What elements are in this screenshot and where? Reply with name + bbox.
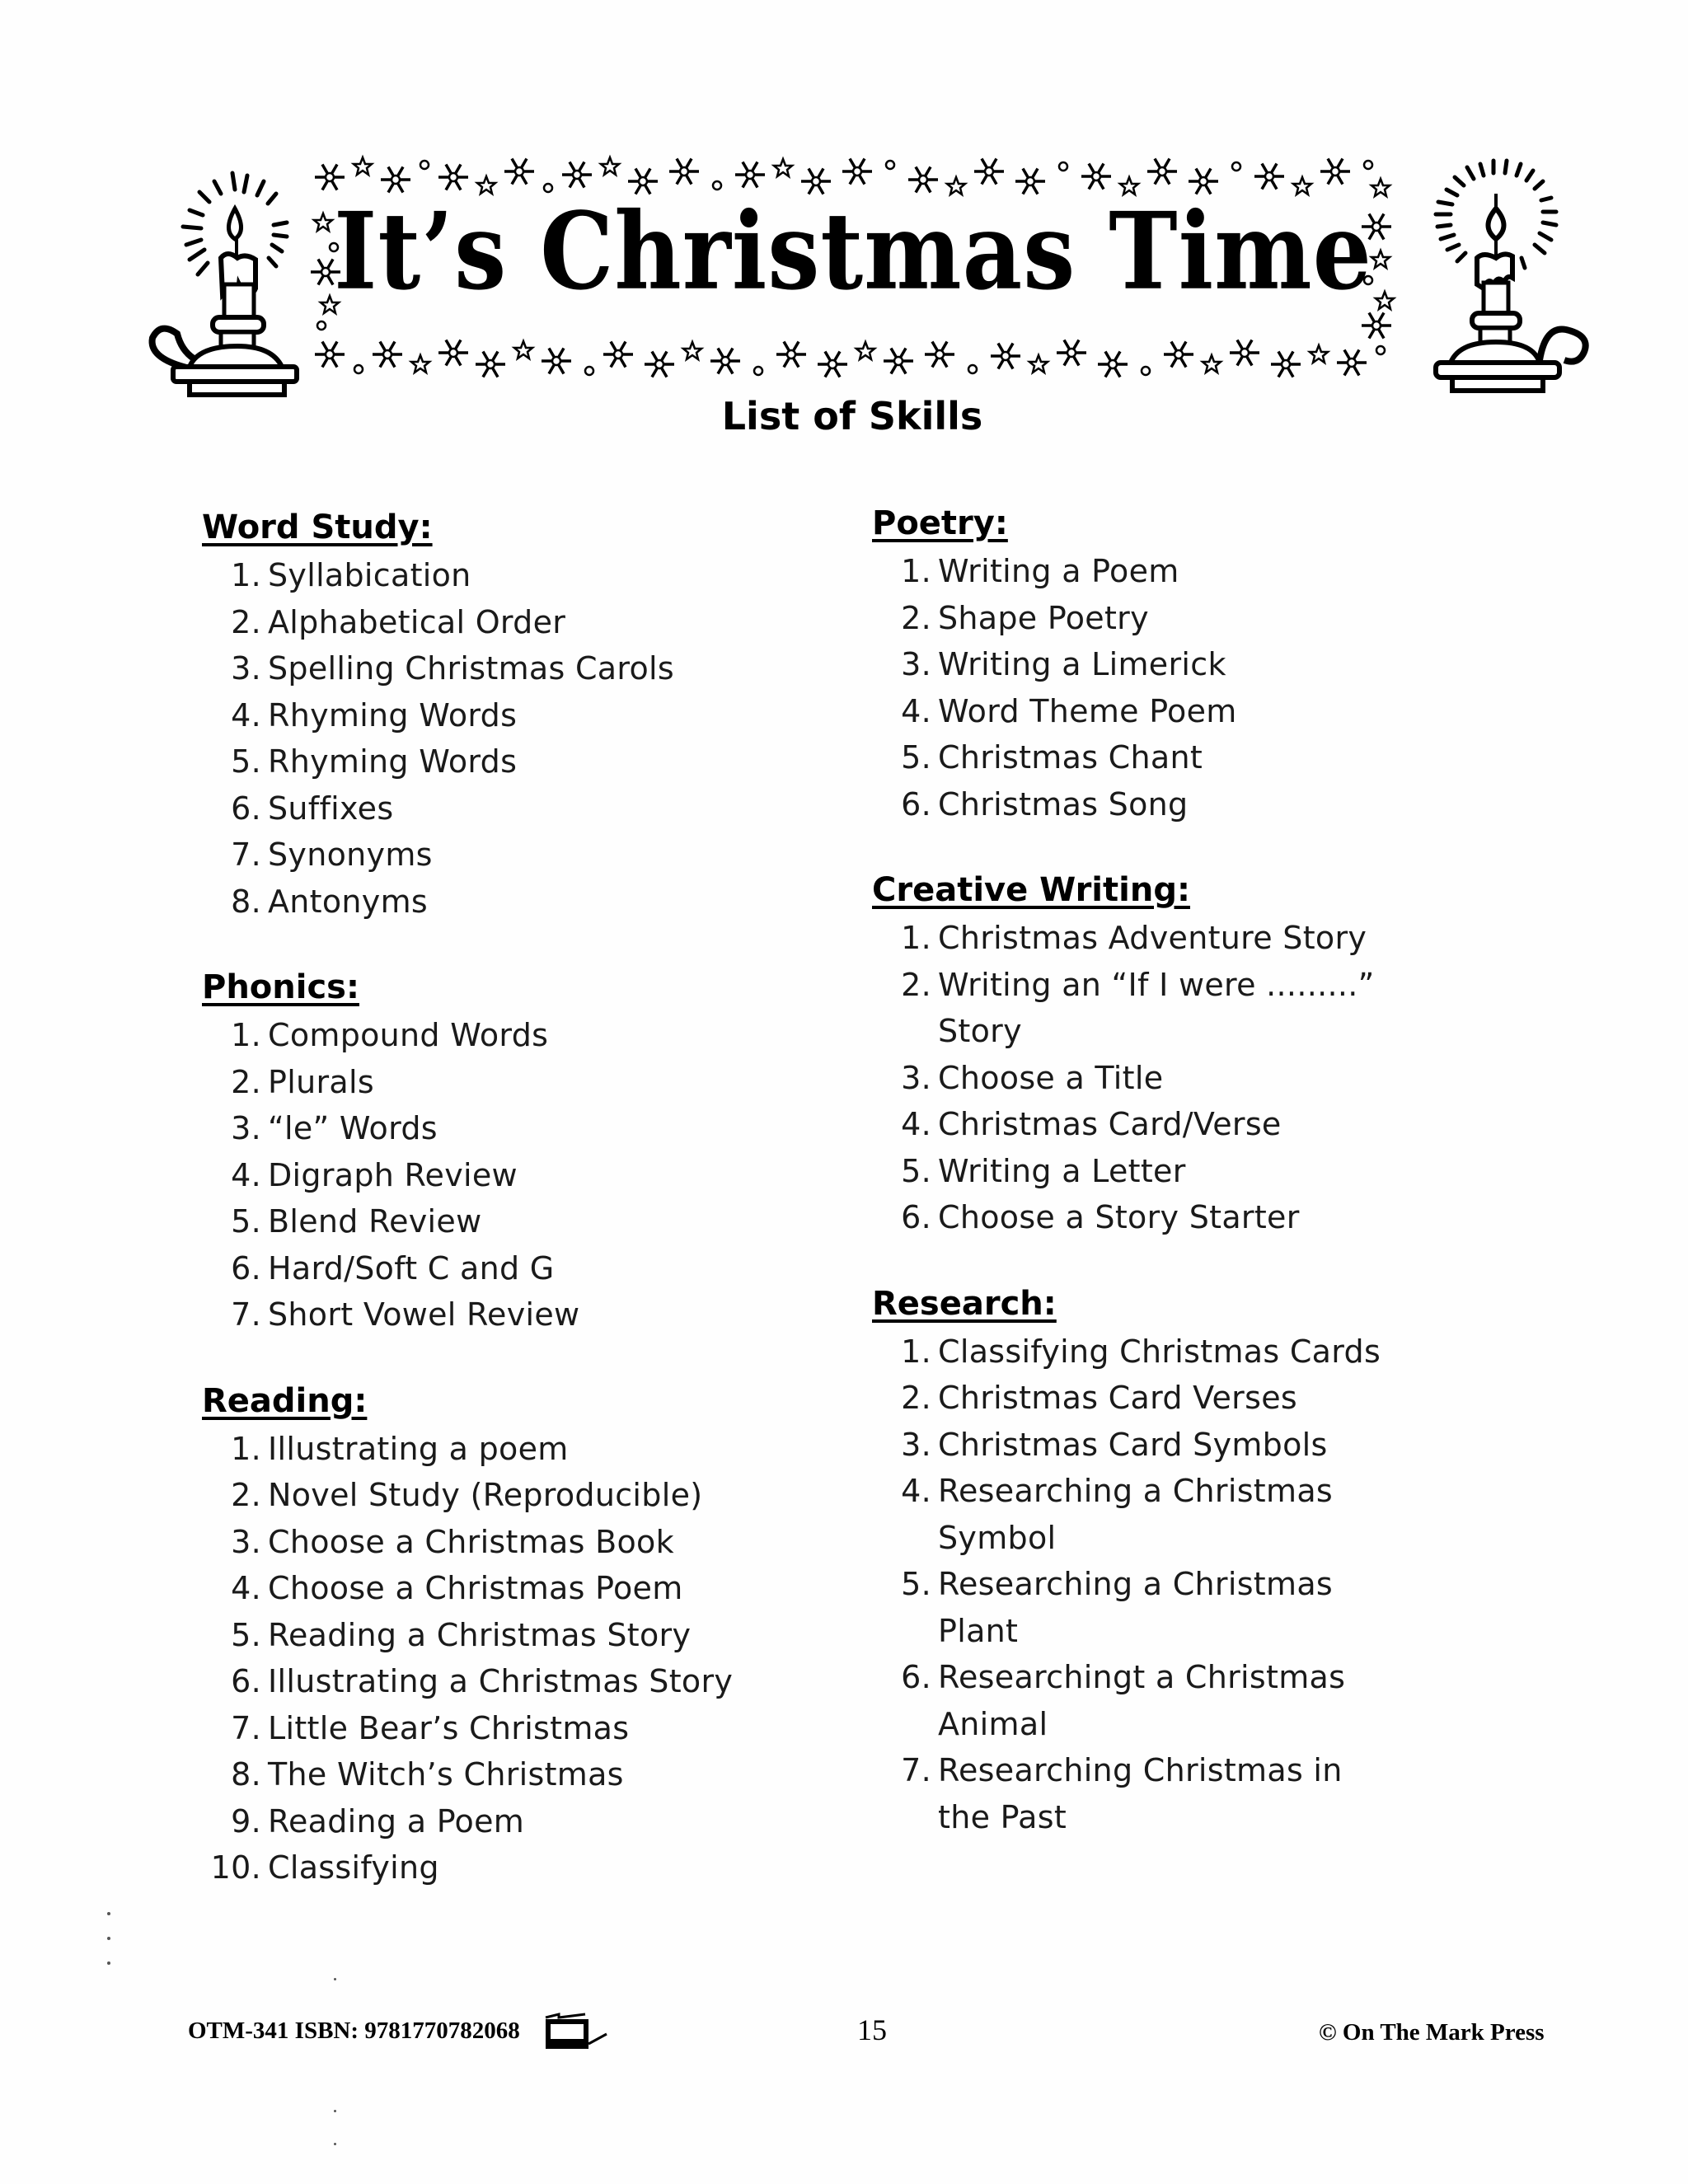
list-item: 2. Novel Study (Reproducible) [231,1477,703,1513]
list-item: 2. Christmas Card Verses [901,1380,1297,1416]
skills-column-right [872,499,1449,1878]
section-phonics [202,963,779,1338]
skill-list [872,1329,1449,1841]
page-footer [0,2013,1688,2059]
photocopier-icon [544,2013,618,2052]
list-item: 4. Digraph Review [231,1156,518,1193]
list-item: 3. Writing a Limerick [901,646,1226,682]
candle-icon [124,152,330,400]
list-item: 1. Classifying Christmas Cards [901,1333,1381,1370]
list-item: 2. Shape Poetry [901,599,1149,636]
list-item: 7. Little Bear’s Christmas [231,1709,630,1746]
section-creative-writing [872,865,1449,1241]
skill-list [872,915,1449,1241]
list-item: 4. Word Theme Poem [901,692,1237,729]
list-item: 1. Illustrating a poem [231,1430,569,1467]
list-item: 5. Rhyming Words [231,743,518,780]
list-item: 5. Christmas Chant [901,739,1203,776]
scan-speck [107,1937,110,1940]
list-item: 6. Choose a Story Starter [901,1199,1300,1235]
list-item: 8. The Witch’s Christmas [231,1756,624,1793]
section-heading: Phonics: [202,968,359,1006]
section-poetry [872,499,1449,827]
page-number: 15 [857,2013,887,2046]
list-item: 8. Antonyms [231,883,429,920]
list-item: 3. Christmas Card Symbols [901,1426,1328,1463]
skill-list [872,548,1449,827]
title-banner [305,148,1401,383]
list-item: 3. Spelling Christmas Carols [231,650,674,687]
list-item: 1. Writing a Poem [901,553,1179,589]
list-item: 4. Choose a Christmas Poem [231,1570,683,1606]
section-heading: Creative Writing: [872,871,1190,909]
skill-list [202,1426,779,1891]
list-item: 2. Plurals [231,1063,374,1100]
list-item: 4. Rhyming Words [231,696,518,733]
list-item: 6. Christmas Song [901,785,1189,823]
list-item: 9. Reading a Poem [231,1802,525,1840]
scan-speck [334,2110,336,2112]
scan-speck [107,1912,110,1915]
list-item: 2. Writing an “If I were .........” Story [901,966,1375,1049]
list-item: 7. Researching Christmas in the Past [901,1752,1343,1835]
list-item: 5. Reading a Christmas Story [231,1616,692,1653]
list-item: 7. Synonyms [231,837,433,873]
list-item: 6. Suffixes [231,790,394,827]
candle-icon [1401,152,1607,400]
list-item: 6. Illustrating a Christmas Story [231,1663,734,1699]
skills-column-left [202,503,779,1929]
product-code: OTM-341 ISBN: 9781770782068 [188,2018,520,2044]
scan-speck [334,1978,336,1980]
skill-list [202,1012,779,1338]
copyright: © On The Mark Press [1319,2019,1545,2046]
scan-speck [334,2143,336,2145]
list-item: 1. Christmas Adventure Story [901,920,1367,956]
section-reading [202,1376,779,1891]
list-item: 3. Choose a Title [901,1059,1164,1096]
list-item: 5. Blend Review [231,1203,482,1240]
list-item: 3. Choose a Christmas Book [231,1523,674,1560]
list-item: 1. Compound Words [231,1017,549,1053]
list-item: 4. Researching a Christmas Symbol [901,1473,1334,1556]
section-research [872,1279,1449,1841]
list-item: 3. “le” Words [231,1110,438,1146]
section-heading: Reading: [202,1381,368,1420]
list-item: 7. Short Vowel Review [231,1296,580,1333]
list-item: 6. Researchingt a Christmas Animal [901,1659,1346,1742]
list-item: 10. Classifying [210,1849,439,1886]
list-item: 5. Writing a Letter [901,1152,1186,1189]
section-heading: Poetry: [872,504,1008,542]
page-subtitle: List of Skills [721,394,983,438]
list-item: 5. Researching a Christmas Plant [901,1566,1334,1649]
scan-speck [107,1961,110,1965]
list-item: 1. Syllabication [231,557,471,593]
skill-list [202,552,779,925]
page-title: It’s Christmas Time [334,190,1372,314]
list-item: 4. Christmas Card/Verse [901,1106,1282,1142]
section-heading: Research: [872,1284,1057,1323]
section-word-study [202,503,779,925]
list-item: 2. Alphabetical Order [231,603,566,640]
list-item: 6. Hard/Soft C and G [231,1249,555,1286]
section-heading: Word Study: [202,509,433,546]
